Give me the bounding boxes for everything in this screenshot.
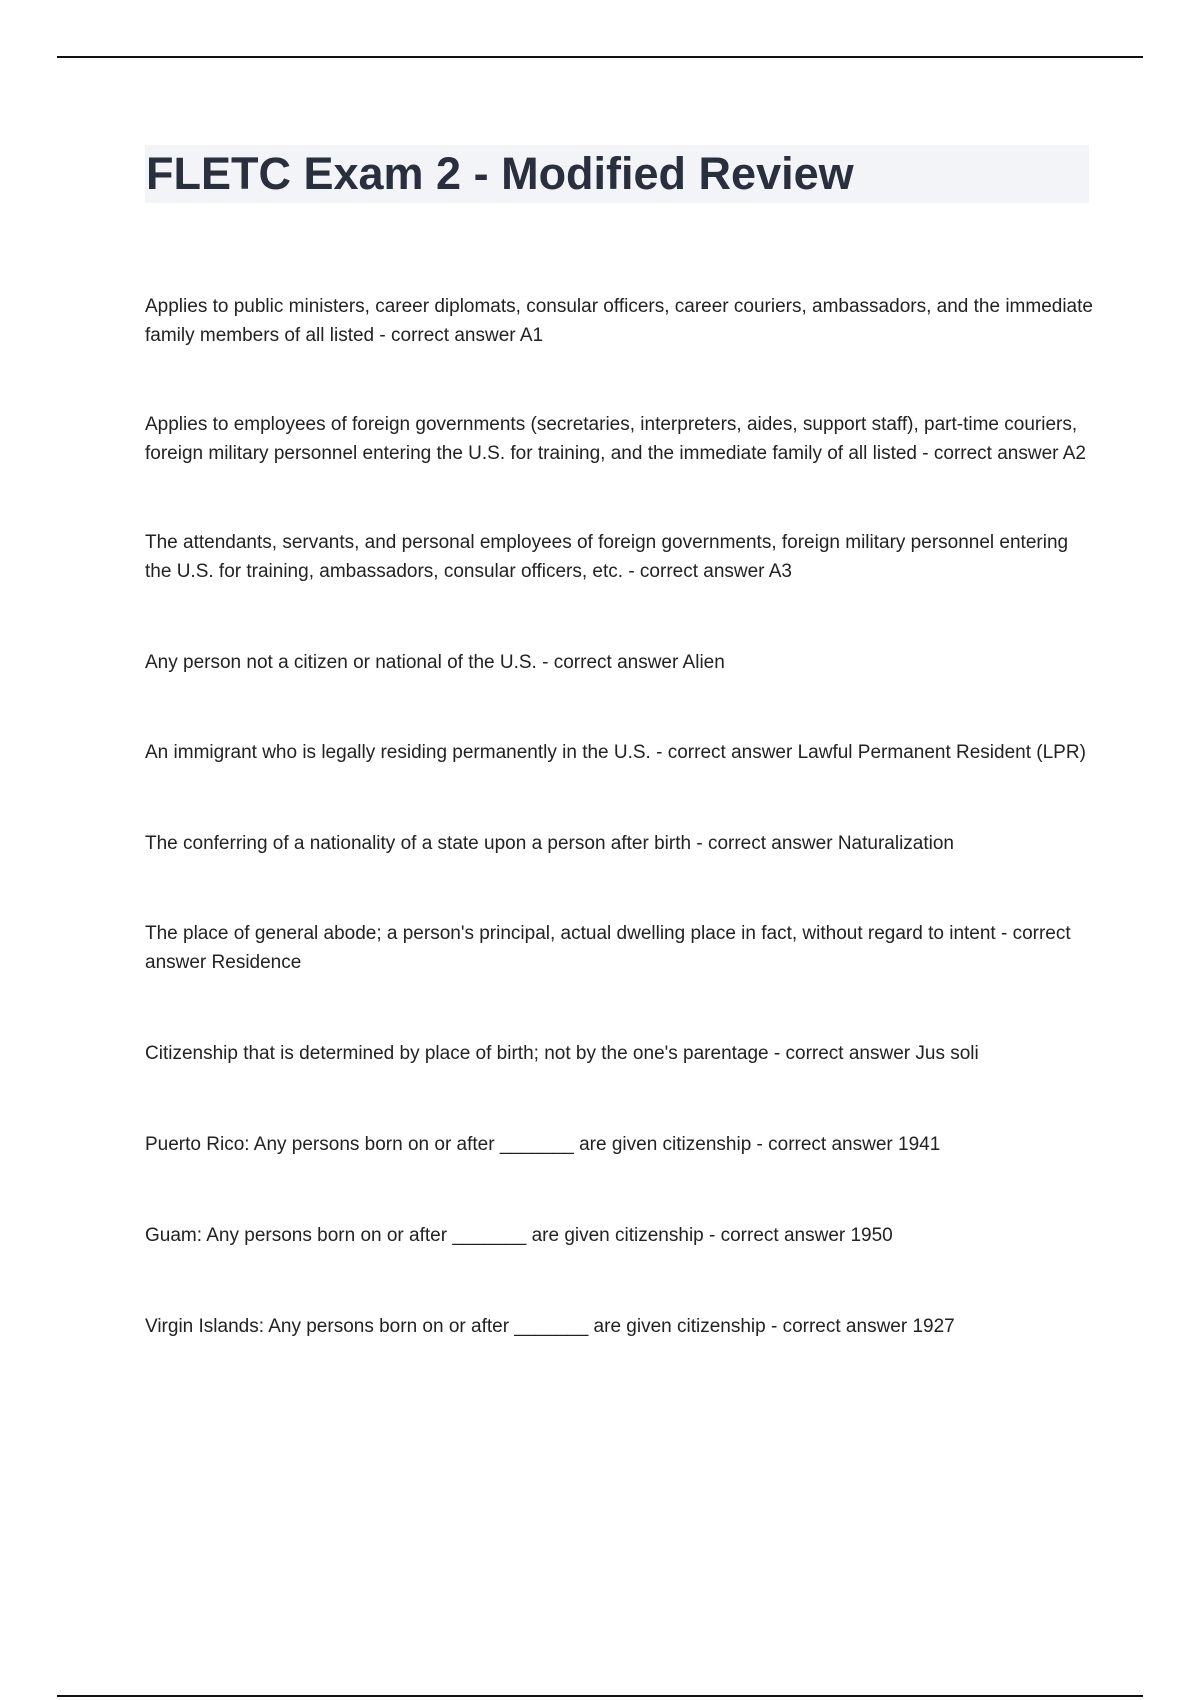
flashcard-item: Applies to public ministers, career diplomats, consular officers, career couriers, ambassadors, and the immediate family members of all listed - correct answer A1 xyxy=(145,296,1093,346)
flashcard-item: An immigrant who is legally residing permanently in the U.S. - correct answer Lawful Permanent Resident (LPR) xyxy=(145,742,1086,763)
flashcard-item: Guam: Any persons born on or after _______ are given citizenship - correct answer 1950 xyxy=(145,1225,893,1246)
bottom-rule xyxy=(57,1695,1143,1697)
flashcard-item: Any person not a citizen or national of the U.S. - correct answer Alien xyxy=(145,652,725,673)
page-title: FLETC Exam 2 - Modified Review xyxy=(146,148,854,199)
flashcard-item: Puerto Rico: Any persons born on or after _______ are given citizenship - correct answer 1941 xyxy=(145,1134,941,1155)
flashcard-item: The conferring of a nationality of a state upon a person after birth - correct answer Naturalization xyxy=(145,833,954,854)
flashcard-item: Virgin Islands: Any persons born on or after _______ are given citizenship - correct answer 1927 xyxy=(145,1316,955,1337)
flashcard-list xyxy=(145,292,1095,1341)
flashcard-item: The attendants, servants, and personal employees of foreign governments, foreign military personnel entering the U.S. for training, ambassadors, consular officers, etc. - correct answer A3 xyxy=(145,532,1069,582)
flashcard-item: The place of general abode; a person's principal, actual dwelling place in fact, without regard to intent - correct answer Residence xyxy=(145,923,1071,973)
flashcard-item: Citizenship that is determined by place of birth; not by the one's parentage - correct answer Jus soli xyxy=(145,1043,979,1064)
flashcard-item: Applies to employees of foreign governments (secretaries, interpreters, aides, support staff), part-time couriers, foreign military personnel entering the U.S. for training, and the immediate family of all listed - correct answer A2 xyxy=(145,414,1086,464)
top-rule xyxy=(57,56,1143,58)
